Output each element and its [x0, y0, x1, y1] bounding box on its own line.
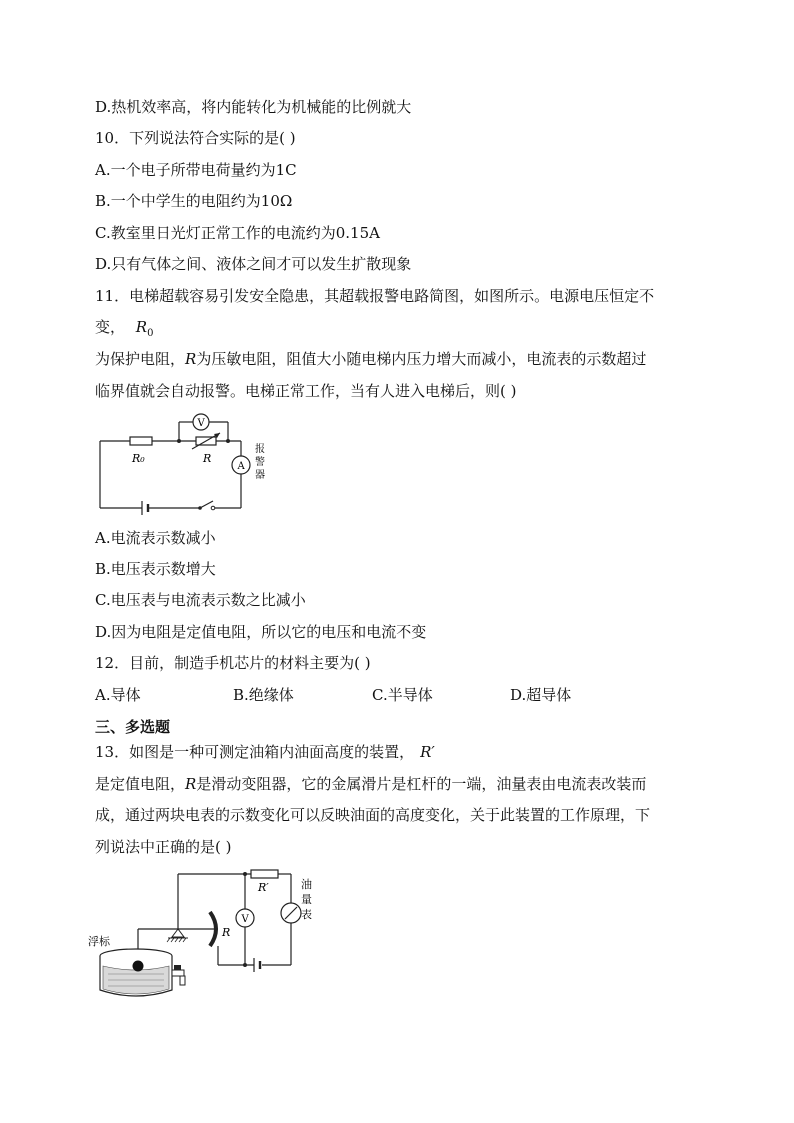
q10-stem: 10．下列说法符合实际的是( ) [95, 129, 296, 147]
tap-pipe [172, 970, 184, 976]
r-symbol: R [185, 775, 197, 793]
junction-dot [177, 439, 181, 443]
r-label: R [222, 926, 231, 939]
q10-option-d: D.只有气体之间、液体之间才可以发生扩散现象 [95, 255, 412, 273]
section-title-multi-choice: 三、多选题 [95, 718, 171, 736]
oil-gauge-label-1: 油 [301, 878, 312, 891]
switch-contact [211, 506, 215, 510]
r-prime-symbol: R′ [420, 743, 435, 761]
q12-option-d: D.超导体 [510, 686, 572, 704]
q10-option-c: C.教室里日光灯正常工作的电流约为0.15A [95, 224, 380, 242]
q10-option-b: B.一个中学生的电阻约为10Ω [95, 192, 293, 210]
q11-option-d: D.因为电阻是定值电阻，所以它的电压和电流不变 [95, 623, 427, 641]
q13-stem-line4: 列说法中正确的是( ) [95, 838, 232, 856]
alarm-label-3: 器 [255, 470, 265, 481]
junction-dot [243, 872, 247, 876]
q13-stem-line1 [95, 741, 435, 763]
q12-option-c: C.半导体 [372, 686, 433, 704]
float-ball [133, 961, 144, 972]
r0-symbol: R [135, 318, 148, 336]
q13-oil-gauge-diagram [88, 866, 328, 1006]
pivot-icon [172, 929, 184, 937]
oil-gauge-label-3: 表 [301, 908, 312, 921]
r-label: R [203, 452, 212, 465]
alarm-label-1: 报 [255, 444, 265, 455]
r0-label: R₀ [132, 452, 145, 465]
q11-stem-line4: 临界值就会自动报警。电梯正常工作，当有人进入电梯后，则( ) [95, 382, 517, 400]
q11-stem-line3-b: 为压敏电阻，阻值大小随电梯内压力增大而减小，电流表的示数超过 [196, 350, 647, 368]
float-label: 浮标 [88, 935, 110, 948]
tap-handle [174, 965, 181, 970]
q11-stem-line3-a: 为保护电阻， [95, 350, 186, 368]
q10-option-a: A.一个电子所带电荷量约为1C [95, 161, 297, 179]
alarm-label-2: 警 [255, 457, 265, 468]
q11-stem-line3 [95, 348, 646, 370]
q11-option-b: B.电压表示数增大 [95, 560, 216, 578]
voltmeter-label: V [197, 418, 205, 429]
r0-resistor [130, 437, 152, 445]
q9-option-d: D.热机效率高，将内能转化为机械能的比例就大 [95, 98, 412, 116]
junction-dot [226, 439, 230, 443]
q13-stem-line2-a: 是定值电阻， [95, 775, 186, 793]
q13-stem-line2-b: 是滑动变阻器，它的金属滑片是杠杆的一端，油量表由电流表改装而 [196, 775, 647, 793]
q11-stem-line2 [95, 316, 153, 345]
q12-stem: 12．目前，制造手机芯片的材料主要为( ) [95, 654, 371, 672]
q13-stem-line2 [95, 773, 646, 795]
r-prime-resistor [251, 870, 278, 878]
q13-stem-line3: 成，通过两块电表的示数变化可以反映油面的高度变化，关于此装置的工作原理，下 [95, 806, 651, 824]
tap-spout [180, 976, 185, 985]
junction-dot [243, 963, 247, 967]
q11-stem-line1: 11．电梯超载容易引发安全隐患，其超载报警电路简图，如图所示。电源电压恒定不 [95, 287, 655, 305]
q13-stem-line1-text: 13．如图是一种可测定油箱内油面高度的装置， [95, 743, 415, 761]
r-symbol: R [185, 350, 197, 368]
oil-gauge-label-2: 量 [301, 893, 312, 906]
q11-circuit-diagram [92, 408, 282, 518]
q11-option-a: A.电流表示数减小 [95, 529, 216, 547]
r0-subscript: 0 [147, 328, 154, 339]
voltmeter-label: V [241, 914, 249, 925]
q11-option-c: C.电压表与电流表示数之比减小 [95, 591, 306, 609]
q11-stem-line2-text: 变， [95, 318, 126, 336]
q12-option-a: A.导体 [95, 686, 141, 704]
ammeter-label: A [237, 461, 245, 472]
q12-option-b: B.绝缘体 [233, 686, 294, 704]
r-prime-label: R′ [258, 881, 269, 894]
